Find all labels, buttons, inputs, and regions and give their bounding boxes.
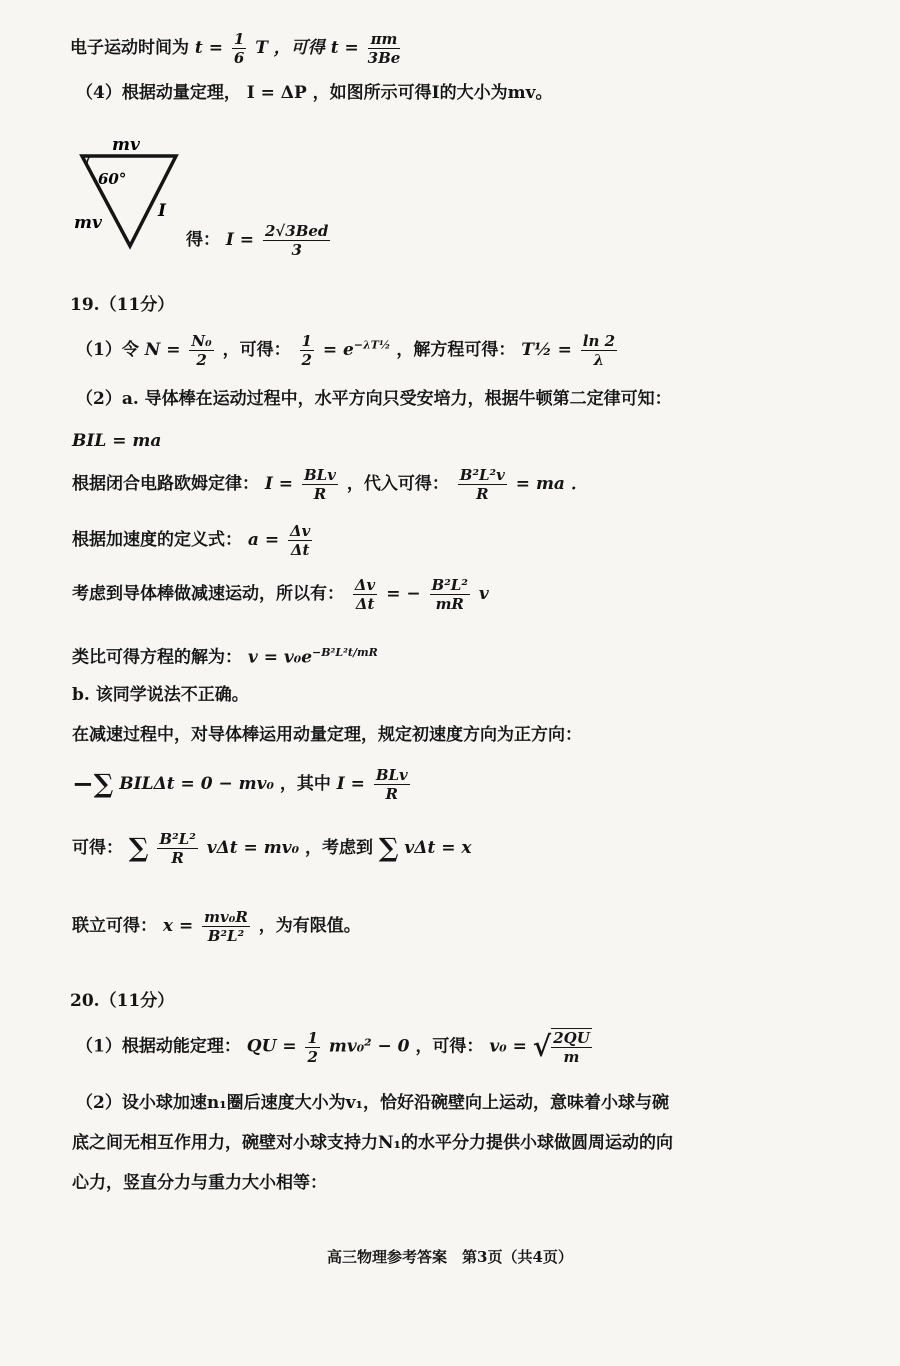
- line-newton-second-law: （2）a. 导体棒在运动过程中，水平方向只受安培力，根据牛顿第二定律可知：: [76, 389, 672, 409]
- sum-symbol: −∑: [72, 769, 114, 800]
- fraction: $\frac{\text{mv₀R}}{\text{B²L²}}$: [204, 908, 248, 945]
- line-momentum-theorem: （4）根据动量定理， I = ΔP ，如图所示可得I的大小为mv。: [76, 83, 553, 103]
- math: = ma ．: [515, 474, 588, 494]
- line-half-life: [76, 332, 620, 369]
- top-side-label: mv: [112, 135, 140, 155]
- line-sum-result: [72, 830, 472, 867]
- line-impulse-result: [186, 222, 333, 259]
- text: 联立可得：: [72, 916, 157, 936]
- math: T½ =: [521, 340, 572, 360]
- line-combined-result: [72, 908, 361, 945]
- fraction: $\frac{\text{B²L²}}{R}$: [159, 830, 196, 867]
- math: vΔt = x: [404, 838, 472, 858]
- fraction: $\frac{1}{2}$: [307, 1028, 318, 1066]
- math: = −: [386, 584, 421, 604]
- line-q20-part2-c: 心力，竖直分力与重力大小相等：: [72, 1173, 327, 1193]
- text: ，可得：: [415, 1036, 484, 1057]
- text: 根据加速度的定义式：: [72, 530, 242, 550]
- math: I =: [225, 230, 255, 250]
- text: ，可得：: [222, 340, 291, 360]
- right-side-label: I: [158, 201, 166, 221]
- math: mv₀² − 0: [328, 1036, 410, 1057]
- text: 考虑到导体棒做减速运动，所以有：: [72, 584, 344, 604]
- text: ，解方程可得：: [396, 340, 516, 360]
- line-q20-part2-b: 底之间无相互作用力，碗壁对小球支持力N₁的水平分力提供小球做圆周运动的向: [72, 1133, 673, 1153]
- page-footer: 高三物理参考答案 第3页（共4页）: [327, 1248, 573, 1266]
- fraction: $\frac{\text{N₀}}{2}$: [191, 332, 212, 369]
- line-solution: [72, 642, 378, 669]
- math: x =: [162, 916, 194, 936]
- line-b-incorrect: b. 该同学说法不正确。: [72, 685, 249, 705]
- line-bil-ma: BIL = ma: [72, 431, 162, 451]
- math: N =: [144, 340, 181, 360]
- text: （1）令: [76, 340, 139, 360]
- line-momentum-sum: [72, 766, 413, 803]
- text: 电子运动时间为: [70, 38, 189, 58]
- left-side-label: mv: [74, 213, 102, 233]
- math: t =: [330, 38, 359, 58]
- line-q20-part2-a: （2）设小球加速n₁圈后速度大小为v₁，恰好沿碗壁向上运动，意味着小球与碗: [76, 1093, 669, 1113]
- text: 得：: [186, 230, 220, 250]
- fraction: $\frac{\text{BLv}}{R}$: [375, 766, 408, 803]
- sqrt-symbol: √: [532, 1030, 552, 1063]
- line-ohms-law: [72, 466, 588, 503]
- math: a =: [247, 530, 280, 550]
- text: ，考虑到: [304, 838, 373, 858]
- math: QU =: [246, 1036, 297, 1057]
- math: v: [478, 584, 489, 604]
- fraction: $\frac{\text{BLv}}{R}$: [303, 466, 336, 503]
- text: ，为有限值。: [258, 916, 361, 936]
- line-deceleration-process: 在减速过程中，对导体棒运用动量定理，规定初速度方向为正方向：: [72, 725, 582, 745]
- math: t =: [194, 38, 223, 58]
- momentum-triangle-diagram: [60, 128, 190, 256]
- fraction: $\frac{1}{6}$: [233, 30, 245, 67]
- line-deceleration: [72, 576, 489, 613]
- fraction: $\frac{\pi m}{3Be}$: [367, 30, 401, 67]
- fraction: $\frac{\Delta v}{\Delta t}$: [290, 522, 311, 559]
- exponent: −B²L²t/mR: [312, 646, 378, 659]
- math: I =: [264, 474, 294, 494]
- math: = e: [322, 340, 354, 360]
- line-kinetic-energy-theorem: [76, 1028, 595, 1066]
- math: BILΔt = 0 − mv₀: [119, 774, 274, 794]
- text: 根据闭合电路欧姆定律：: [72, 474, 259, 494]
- line-acceleration-definition: [72, 522, 315, 559]
- text: 可得：: [72, 838, 123, 858]
- text: ，其中: [279, 774, 331, 794]
- sum-symbol: ∑: [128, 833, 149, 864]
- angle-label: 60°: [98, 170, 127, 188]
- fraction: $\frac{\text{B²L²v}}{R}$: [459, 466, 505, 503]
- question-19-heading: 19.（11分）: [70, 295, 175, 315]
- sum-symbol: ∑: [378, 833, 399, 864]
- math: v₀ =: [489, 1036, 527, 1057]
- math: vΔt = mv₀: [206, 838, 300, 858]
- math: v = v₀e: [247, 647, 313, 668]
- text: T ，可得: [255, 38, 325, 58]
- math: I =: [336, 774, 365, 794]
- text: ，代入可得：: [346, 474, 449, 494]
- fraction: $\frac{\ln 2}{\lambda}$: [582, 332, 616, 369]
- line-electron-time: [70, 30, 403, 67]
- fraction: $\frac{\text{2√3Bed}}{3}$: [264, 222, 329, 259]
- fraction: $\frac{\text{B²L²}}{mR}$: [431, 576, 468, 613]
- sqrt-fraction: $\frac{2QU}{m}$: [553, 1029, 590, 1066]
- fraction: $\frac{\Delta v}{\Delta t}$: [354, 576, 376, 613]
- text: 类比可得方程的解为：: [72, 647, 242, 668]
- exponent: −λT½: [353, 338, 391, 352]
- question-20-heading: 20.（11分）: [70, 991, 175, 1011]
- fraction: $\frac{1}{2}$: [301, 332, 312, 369]
- text: （1）根据动能定理：: [76, 1036, 241, 1057]
